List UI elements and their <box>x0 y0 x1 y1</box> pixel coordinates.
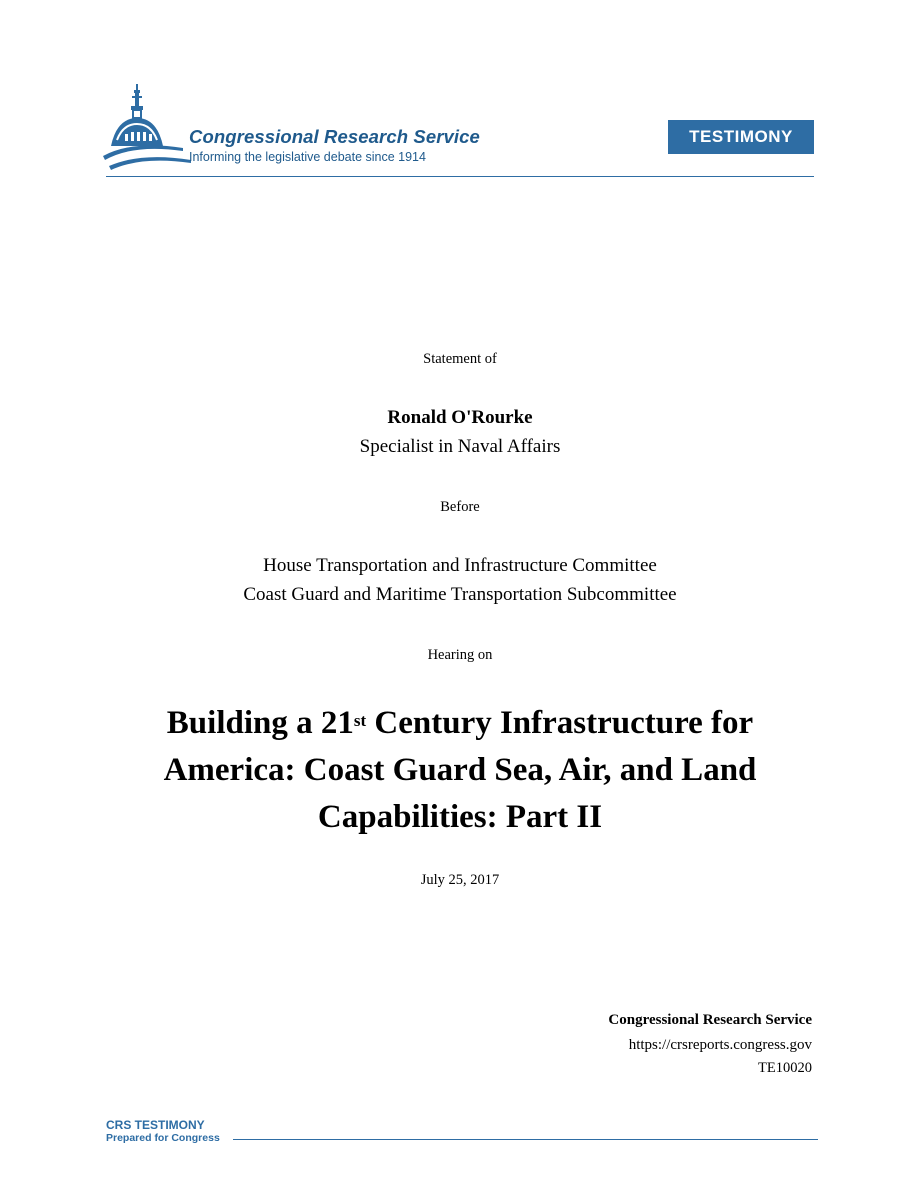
brand-name: Congressional Research Service <box>189 126 480 147</box>
statement-of-label: Statement of <box>423 351 497 367</box>
hearing-title-line1: Building a 21st Century Infrastructure for <box>166 705 754 741</box>
witness-name: Ronald O'Rourke <box>387 407 533 428</box>
witness-title: Specialist in Naval Affairs <box>359 436 561 457</box>
hearing-date: July 25, 2017 <box>420 872 500 888</box>
committee-name: House Transportation and Infrastructure Committee <box>263 555 657 576</box>
hearing-title-line3: Capabilities: Part II <box>317 799 603 835</box>
footer-divider <box>233 1139 818 1140</box>
hearing-title <box>100 700 820 841</box>
hearing-on-label: Hearing on <box>427 647 493 663</box>
header-divider <box>106 176 814 177</box>
publisher-name: Congressional Research Service <box>608 1012 812 1028</box>
footer-title: CRS TESTIMONY <box>106 1118 205 1132</box>
subcommittee-name: Coast Guard and Maritime Transportation Subcommittee <box>243 584 677 605</box>
capitol-dome-icon <box>103 82 193 170</box>
footer-subtitle: Prepared for Congress <box>106 1132 220 1144</box>
publisher-url[interactable]: https://crsreports.congress.gov <box>628 1037 812 1053</box>
before-label: Before <box>440 499 480 515</box>
hearing-title-line2: America: Coast Guard Sea, Air, and Land <box>163 752 757 788</box>
report-number: TE10020 <box>758 1060 812 1076</box>
testimony-badge: TESTIMONY <box>668 120 814 154</box>
brand-tagline: Informing the legislative debate since 1914 <box>189 150 426 164</box>
